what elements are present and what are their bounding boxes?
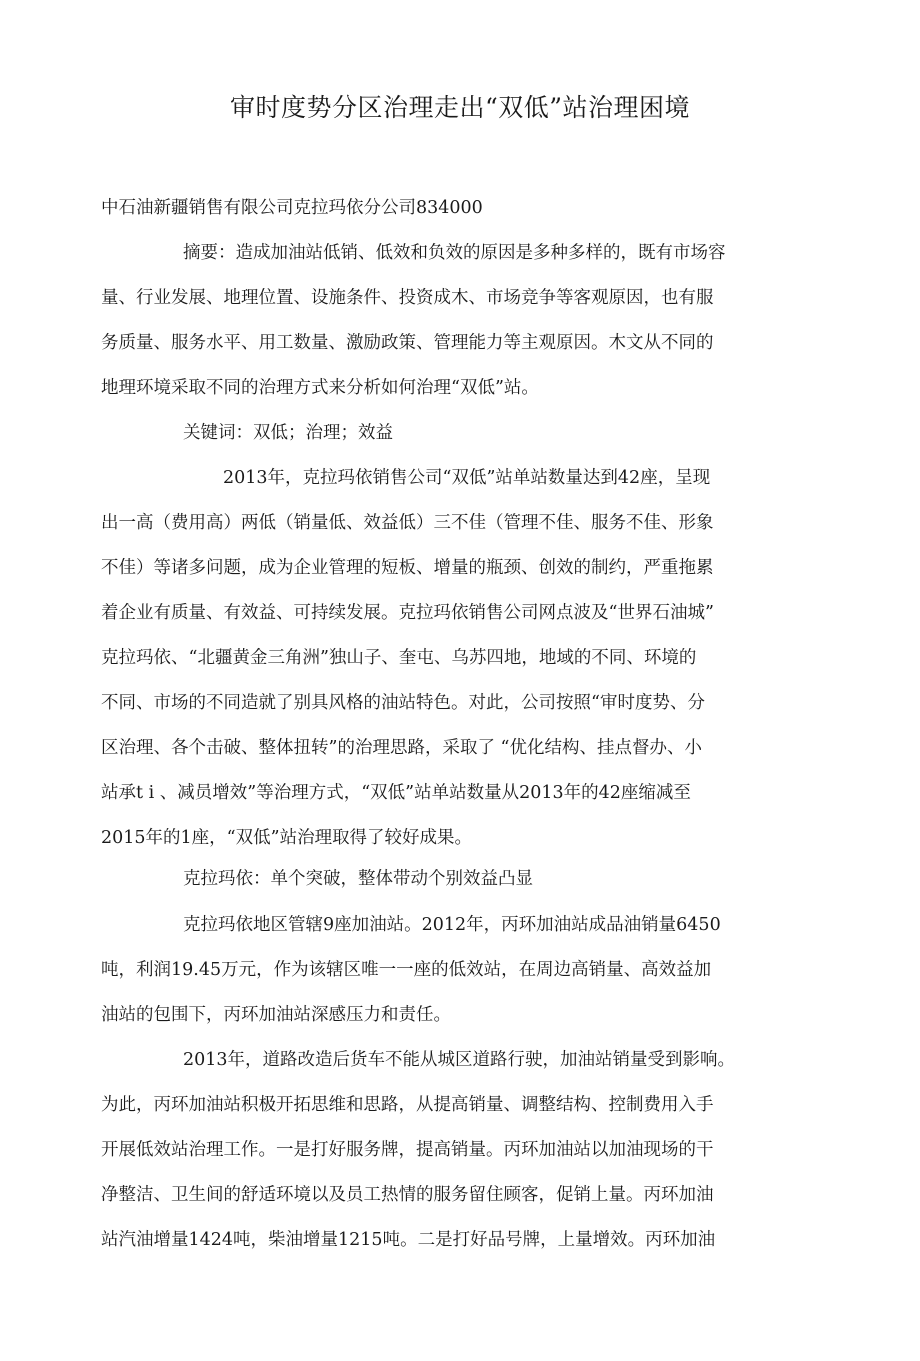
paragraph-line: 油站的包围下，丙环加油站深感压力和责任。 (101, 1005, 451, 1025)
paragraph-line: 克拉玛依、“北疆黄金三角洲”独山子、奎屯、乌苏四地，地域的不同、环境的 (101, 648, 697, 668)
paragraph-line: 克拉玛依地区管辖9座加油站。2012年，丙环加油站成品油销量6450 (183, 915, 721, 935)
paragraph-1 (101, 456, 781, 861)
abstract-line: 地理环境采取不同的治理方式来分析如何治理“双低”站。 (101, 378, 539, 398)
affiliation-line: 中石油新疆销售有限公司克拉玛依分公司834000 (101, 198, 483, 218)
paragraph-line: 2013年，道路改造后货车不能从城区道路行驶，加油站销量受到影响。 (183, 1050, 736, 1070)
paragraph-line: 不佳）等诸多问题，成为企业管理的短板、增量的瓶颈、创效的制约，严重拖累 (101, 558, 714, 578)
affiliation (101, 186, 781, 231)
abstract-line: 务质量、服务水平、用工数量、激励政策、管理能力等主观原因。木文从不同的 (101, 333, 714, 353)
keywords-line: 关键词：双低；治理；效益 (183, 423, 393, 443)
paragraph-line: 开展低效站治理工作。一是打好服务牌，提高销量。丙环加油站以加油现场的干 (101, 1140, 714, 1160)
document-title: 审时度势分区治理走出“双低”站治理困境 (229, 93, 691, 122)
paragraph-line: 出一高（费用高）两低（销量低、效益低）三不佳（管理不佳、服务不佳、形象 (101, 513, 714, 533)
paragraph-line: 2015年的1座，“双低”站治理取得了较好成果。 (101, 828, 473, 848)
paragraph-line: 着企业有质量、有效益、可持续发展。克拉玛依销售公司网点波及“世界石油城” (101, 603, 714, 623)
paragraph-3 (101, 1038, 781, 1263)
keywords (101, 411, 781, 456)
paragraph-line: 2013年，克拉玛依销售公司“双低”站单站数量达到42座，呈现 (223, 468, 711, 488)
section-heading (101, 857, 781, 902)
section-heading-line: 克拉玛依：单个突破，整体带动个别效益凸显 (183, 869, 533, 889)
paragraph-2 (101, 903, 781, 1038)
abstract-line: 摘要：造成加油站低销、低效和负效的原因是多种多样的，既有市场容 (183, 243, 726, 263)
paragraph-line: 区治理、各个击破、整体扭转”的治理思路，采取了 “优化结构、挂点督办、小 (101, 738, 702, 758)
paragraph-line: 净整洁、卫生间的舒适环境以及员工热情的服务留住顾客，促销上量。丙环加油 (101, 1185, 714, 1205)
paragraph-line: 为此，丙环加油站积极开拓思维和思路，从提高销量、调整结构、控制费用入手 (101, 1095, 714, 1115)
paragraph-line: 吨，利润19.45万元，作为该辖区唯一一座的低效站，在周边高销量、高效益加 (101, 960, 712, 980)
abstract-line: 量、行业发展、地理位置、设施条件、投资成木、市场竞争等客观原因，也有服 (101, 288, 714, 308)
abstract (101, 231, 781, 411)
paragraph-line: 站汽油增量1424吨，柴油增量1215吨。二是打好品号牌，上量增效。丙环加油 (101, 1230, 716, 1250)
paragraph-line: 不同、市场的不同造就了别具风格的油站特色。对此，公司按照“审时度势、分 (101, 693, 705, 713)
paragraph-line: 站承t i 、减员增效”等治理方式，“双低”站单站数量从2013年的42座缩减至 (101, 783, 691, 803)
